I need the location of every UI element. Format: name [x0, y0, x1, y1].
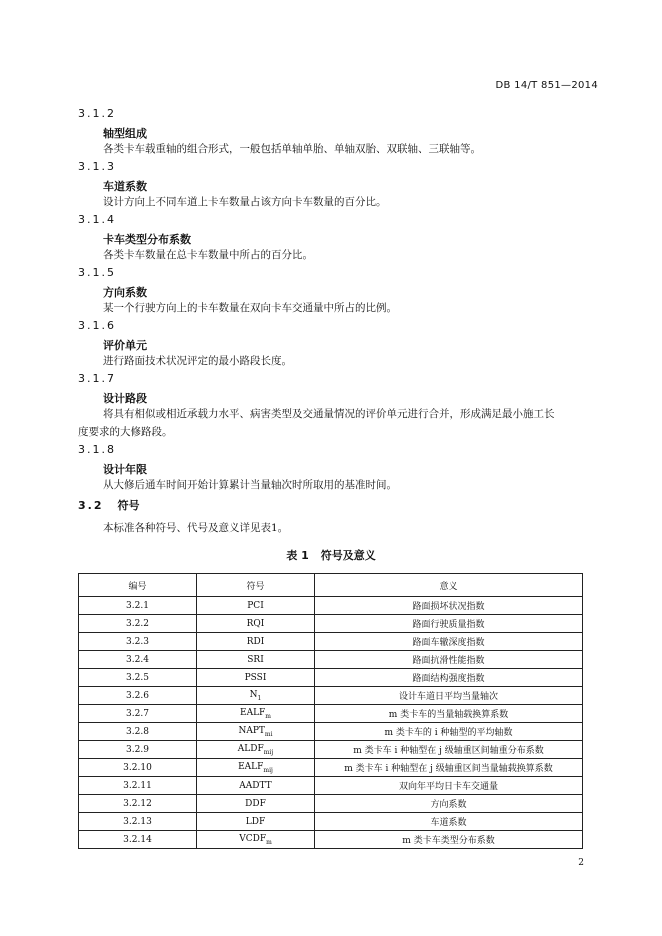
table-row	[79, 615, 583, 633]
symbol-base: NAPT	[238, 725, 265, 736]
table-caption-title: 符号及意义	[320, 549, 376, 562]
term-title: 方向系数	[103, 286, 147, 299]
term-number: 3.1.3	[78, 160, 116, 173]
table-row	[79, 741, 583, 759]
cell-symbol	[197, 651, 315, 669]
term-definition: 某一个行驶方向上的卡车数量在双向卡车交通量中所占的比例。	[103, 302, 397, 314]
cell-meaning: m 类卡车的当量轴载换算系数	[315, 705, 583, 723]
table-row	[79, 759, 583, 777]
term-number: 3.1.2	[78, 107, 116, 120]
symbol-base: RQI	[246, 618, 265, 629]
cell-id: 3.2.6	[79, 687, 197, 705]
cell-id: 3.2.11	[79, 777, 197, 795]
cell-id: 3.2.1	[79, 597, 197, 615]
cell-meaning: 方向系数	[315, 795, 583, 813]
standard-code: DB 14/T 851—2014	[495, 80, 598, 91]
header-id: 编号	[79, 574, 197, 597]
cell-symbol	[197, 813, 315, 831]
cell-meaning: 路面结构强度指数	[315, 669, 583, 687]
cell-meaning: 双向年平均日卡车交通量	[315, 777, 583, 795]
cell-symbol	[197, 795, 315, 813]
term-definition: 从大修后通车时间开始计算累计当量轴次时所取用的基准时间。	[103, 478, 397, 491]
cell-id: 3.2.9	[79, 741, 197, 759]
term-definition: 进行路面技术状况评定的最小路段长度。	[103, 355, 292, 367]
table-row	[79, 813, 583, 831]
table-body	[79, 597, 583, 849]
symbol-subscript: m	[266, 838, 272, 846]
symbol-base: ALDF	[237, 743, 264, 754]
term-definition: 各类卡车载重轴的组合形式，一般包括单轴单胎、单轴双胎、双联轴、三联轴等。	[103, 143, 481, 155]
cell-id: 3.2.4	[79, 651, 197, 669]
symbol-base: SRI	[247, 654, 264, 665]
table-row	[79, 633, 583, 651]
cell-symbol	[197, 705, 315, 723]
cell-symbol	[197, 633, 315, 651]
cell-id: 3.2.14	[79, 831, 197, 849]
cell-id: 3.2.7	[79, 705, 197, 723]
term-definition: 各类卡车数量在总卡车数量中所占的百分比。	[103, 249, 313, 261]
table-caption	[0, 547, 662, 563]
section-title: 符号	[117, 499, 140, 512]
cell-meaning: 路面车辙深度指数	[315, 633, 583, 651]
cell-symbol	[197, 723, 315, 741]
cell-symbol	[197, 615, 315, 633]
table-row	[79, 687, 583, 705]
term-title: 轴型组成	[103, 127, 147, 140]
symbol-base: VCDF	[239, 833, 267, 844]
term-number: 3.1.4	[78, 213, 116, 226]
cell-symbol	[197, 741, 315, 759]
term-number: 3.1.6	[78, 319, 116, 332]
symbol-base: N	[249, 689, 258, 700]
table-header-row	[79, 574, 583, 597]
header-meaning: 意义	[315, 574, 583, 597]
symbol-subscript: mi	[264, 730, 273, 738]
table-row	[79, 651, 583, 669]
term-definition: 设计方向上不同车道上卡车数量占该方向卡车数量的百分比。	[103, 196, 387, 208]
term-title: 卡车类型分布系数	[103, 233, 191, 246]
table-row	[79, 777, 583, 795]
symbol-base: PCI	[247, 600, 264, 611]
table-row	[79, 831, 583, 849]
cell-id: 3.2.10	[79, 759, 197, 777]
page-number: 2	[578, 858, 584, 868]
cell-symbol	[197, 669, 315, 687]
symbol-base: DDF	[245, 798, 266, 809]
term-definition: 度要求的大修路段。	[78, 425, 173, 438]
symbol-base: PSSI	[244, 672, 267, 683]
symbol-base: AADTT	[239, 780, 272, 791]
cell-id: 3.2.5	[79, 669, 197, 687]
cell-id: 3.2.13	[79, 813, 197, 831]
cell-id: 3.2.2	[79, 615, 197, 633]
term-number: 3.1.8	[78, 442, 116, 456]
cell-symbol	[197, 687, 315, 705]
symbol-subscript: m	[265, 712, 271, 720]
cell-symbol	[197, 831, 315, 849]
header-symbol: 符号	[197, 574, 315, 597]
table-caption-number: 表 1	[286, 549, 309, 562]
cell-meaning: 路面抗滑性能指数	[315, 651, 583, 669]
term-title: 设计年限	[103, 462, 147, 476]
cell-meaning: 路面行驶质量指数	[315, 615, 583, 633]
term-title: 设计路段	[103, 392, 147, 405]
table-row	[79, 705, 583, 723]
cell-id: 3.2.8	[79, 723, 197, 741]
term-number: 3.1.7	[78, 372, 116, 385]
symbol-subscript: 1	[257, 694, 262, 702]
cell-id: 3.2.3	[79, 633, 197, 651]
cell-meaning: m 类卡车类型分布系数	[315, 831, 583, 849]
cell-meaning: 路面损坏状况指数	[315, 597, 583, 615]
symbol-base: RDI	[246, 636, 265, 647]
cell-symbol	[197, 777, 315, 795]
cell-meaning: 设计车道日平均当量轴次	[315, 687, 583, 705]
cell-symbol	[197, 759, 315, 777]
symbol-base: EALF	[238, 761, 264, 772]
cell-meaning: m 类卡车的 i 种轴型的平均轴数	[315, 723, 583, 741]
table-row	[79, 795, 583, 813]
symbol-subscript: mij	[263, 748, 274, 756]
term-title: 车道系数	[103, 180, 147, 193]
term-title: 评价单元	[103, 339, 147, 352]
cell-meaning: 车道系数	[315, 813, 583, 831]
symbol-base: EALF	[240, 707, 266, 718]
table-row	[79, 723, 583, 741]
cell-id: 3.2.12	[79, 795, 197, 813]
term-number: 3.1.5	[78, 266, 116, 279]
section-heading	[78, 497, 140, 513]
table-row	[79, 597, 583, 615]
cell-meaning: m 类卡车 i 种轴型在 j 级轴重区间轴重分布系数	[315, 741, 583, 759]
section-number: 3.2	[78, 499, 104, 512]
symbols-table	[78, 573, 583, 849]
cell-symbol	[197, 597, 315, 615]
term-definition: 将具有相似或相近承载力水平、病害类型及交通量情况的评价单元进行合并，形成满足最小施工长	[103, 408, 555, 420]
symbol-base: LDF	[245, 816, 266, 827]
table-row	[79, 669, 583, 687]
symbol-subscript: mij	[263, 766, 273, 774]
cell-meaning: m 类卡车 i 种轴型在 j 级轴重区间当量轴载换算系数	[315, 759, 583, 777]
section-intro: 本标准各种符号、代号及意义详见表1。	[103, 522, 289, 534]
